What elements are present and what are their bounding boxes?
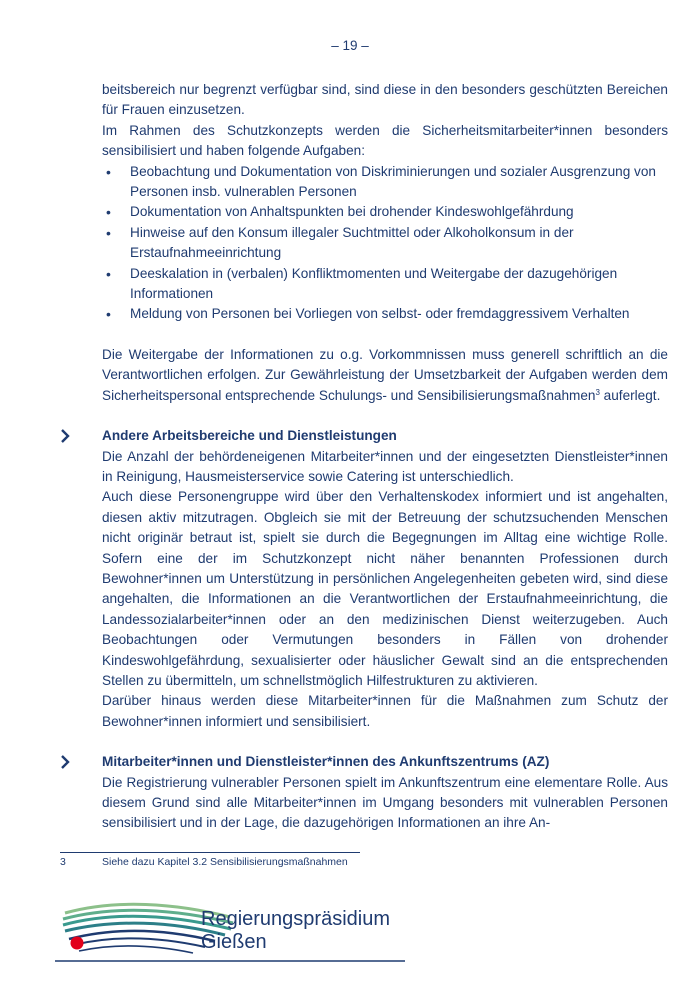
list-item: [102, 162, 668, 203]
task-list: [102, 162, 668, 325]
section-heading: Andere Arbeitsbereiche und Dienstleistungen: [102, 428, 397, 444]
section-paragraph: Die Anzahl der behördeneigenen Mitarbeiter*innen und der eingesetzten Dienstleister*innen in Reinigung, Hausmeisterservice sowie Catering ist unterschiedlich.: [102, 448, 668, 484]
footnote-number: 3: [60, 856, 66, 868]
list-item-text: Dokumentation von Anhaltspunkten bei drohender Kindeswohlgefährdung: [130, 204, 574, 220]
page-number: – 19 –: [331, 38, 369, 53]
list-item-text: Hinweise auf den Konsum illegaler Suchtmittel oder Alkoholkonsum in der Erstaufnahmeeinrichtung: [130, 224, 574, 261]
footnote-text: Siehe dazu Kapitel 3.2 Sensibilisierungsmaßnahmen: [102, 856, 348, 868]
chevron-right-icon: [60, 755, 70, 769]
intro-paragraph-1: beitsbereich nur begrenzt verfügbar sind, sind diese in den besonders geschützten Bereichen für Frauen einzusetzen.: [102, 82, 668, 118]
list-item: [102, 202, 668, 222]
red-dot-icon: [71, 937, 84, 950]
bullet-icon: •: [106, 204, 111, 221]
list-item: [102, 223, 668, 264]
section-paragraph: Darüber hinaus werden diese Mitarbeiter*innen für die Maßnahmen zum Schutz der Bewohner*innen informiert und sensibilisiert.: [102, 693, 668, 729]
closing-paragraph: [102, 345, 668, 406]
bullet-icon: •: [106, 265, 111, 282]
footnote-ref[interactable]: 3: [595, 387, 600, 397]
closing-tail: auferlegt.: [599, 387, 661, 403]
list-item: [102, 264, 668, 305]
logo-text: [201, 908, 390, 954]
footnote-divider: [60, 852, 360, 853]
section-paragraph: Die Registrierung vulnerabler Personen spielt im Ankunftszentrum eine elementare Rolle. Aus diesem Grund sind alle Mitarbeiter*innen im Umgang besonders mit vulnerablen Personen sensibilisiert und in der Lage, die dazugehörigen Informationen an ihre An-: [102, 774, 668, 831]
list-item-text: Meldung von Personen bei Vorliegen von selbst- oder fremdaggressivem Verhalten: [130, 306, 630, 322]
section-heading: Mitarbeiter*innen und Dienstleister*innen des Ankunftszentrums (AZ): [102, 754, 550, 770]
list-item-text: Deeskalation in (verbalen) Konfliktmomenten und Weitergabe der dazugehörigen Informationen: [130, 265, 618, 302]
page-content: [102, 80, 668, 834]
logo-line-2: Gießen: [201, 931, 267, 953]
logo-line-1: Regierungspräsidium: [201, 908, 390, 930]
chevron-right-icon: [60, 429, 70, 443]
footnote: [60, 856, 348, 868]
section-paragraph: Auch diese Personengruppe wird über den Verhaltenskodex informiert und ist angehalten, diesen aktiv mitzutragen. Obgleich sie mit der Betreuung der schutzsuchenden Menschen nicht originär betraut ist, spielt sie durch die Begegnungen im Alltag eine wichtige Rolle. Sofern eine der im Schutzkonzept nicht näher benannten Professionen durch Bewohner*innen um Unterstützung in persönlichen Angelegenheiten gebeten wird, sind diese angehalten, die Informationen an die Verantwortlichen der Erstaufnahmeeinrichtung, die Landessozialarbeiter*innen oder an den medizinischen Dienst weiterzugeben. Auch Beobachtungen oder Vermutungen besonders in Fällen von drohender Kindeswohlgefährdung, sexualisierter oder häuslicher Gewalt sind an die entsprechenden Stellen zu übermitteln, um schnellstmöglich Hilfestrukturen zu aktivieren.: [102, 489, 668, 688]
list-item: [102, 304, 668, 324]
closing-text: Die Weitergabe der Informationen zu o.g. Vorkommnissen muss generell schriftlich an die Verantwortlichen erfolgen. Zur Gewährleistung der Umsetzbarkeit der Aufgaben werden dem Sicherheitspersonal entsprechende Schulungs- und Sensibilisierungsmaßnahmen: [102, 346, 668, 403]
section-arrival-center: [102, 752, 668, 834]
section-other-areas: [102, 426, 668, 732]
bullet-icon: •: [106, 224, 111, 241]
list-item-text: Beobachtung und Dokumentation von Diskriminierungen und sozialer Ausgrenzung von Personen insb. vulnerablen Personen: [130, 163, 656, 200]
intro-paragraph-2: Im Rahmen des Schutzkonzepts werden die Sicherheitsmitarbeiter*innen besonders sensibilisiert und haben folgende Aufgaben:: [102, 122, 668, 159]
bullet-icon: •: [106, 306, 111, 323]
bullet-icon: •: [106, 163, 111, 180]
